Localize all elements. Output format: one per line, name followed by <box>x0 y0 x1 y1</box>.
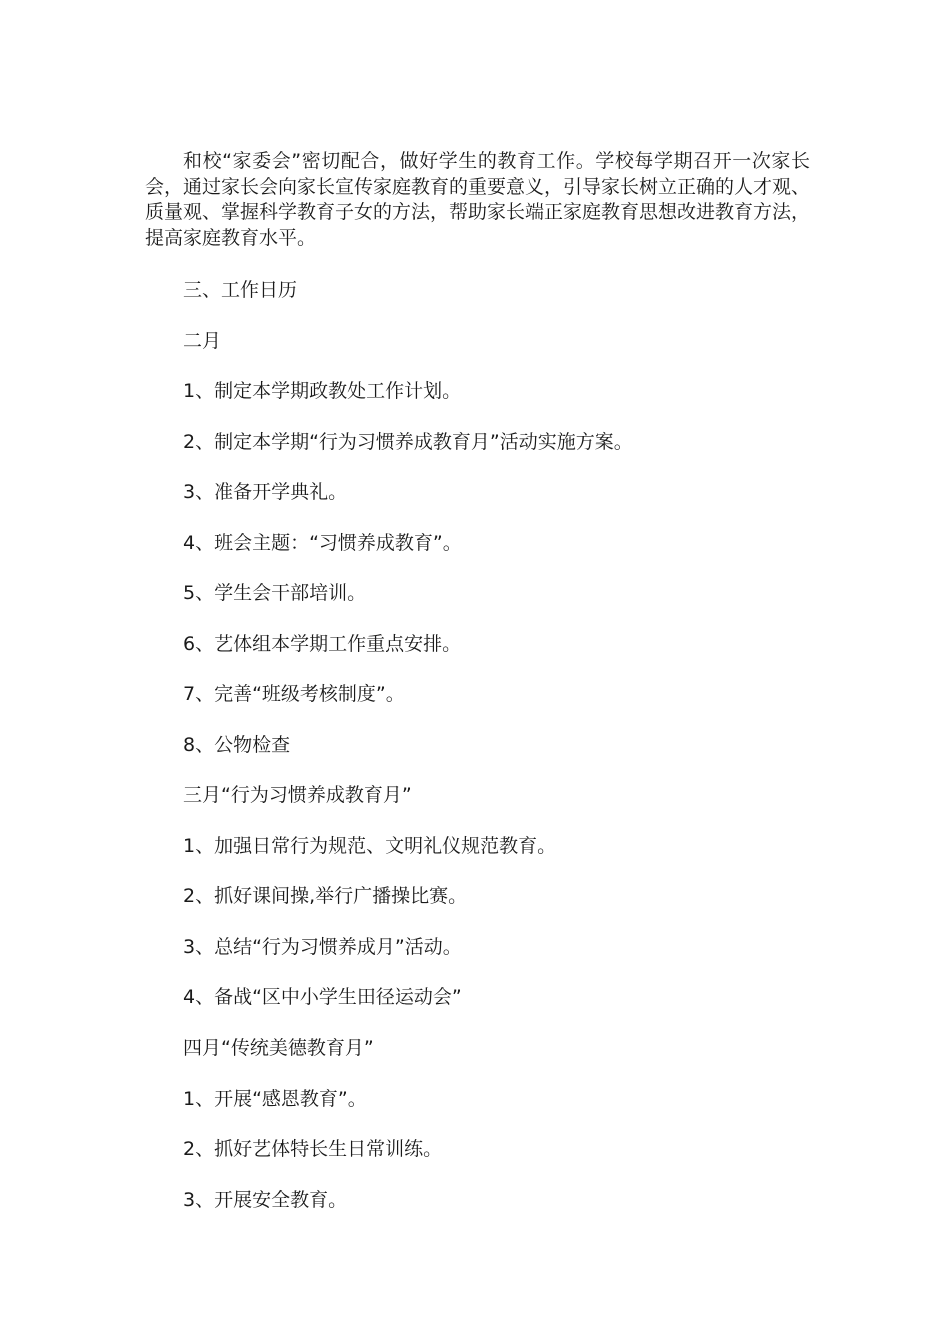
list-item: 4、班会主题：“习惯养成教育”。 <box>183 532 462 554</box>
month-heading-march: 三月“行为习惯养成教育月” <box>183 784 412 806</box>
intro-paragraph: 和校“家委会”密切配合，做好学生的教育工作。学校每学期召开一次家长会，通过家长会向家长宣传家庭教育的重要意义，引导家长树立正确的人才观、质量观、掌握科学教育子女的方法，帮助家长端正家庭教育思想改进教育方法，提高家庭教育水平。 <box>145 150 811 249</box>
list-item: 1、开展“感恩教育”。 <box>183 1088 367 1110</box>
list-item: 1、加强日常行为规范、文明礼仪规范教育。 <box>183 835 557 857</box>
list-item: 1、制定本学期政教处工作计划。 <box>183 380 462 402</box>
section-heading-work-calendar: 三、工作日历 <box>183 279 298 301</box>
list-item: 3、开展安全教育。 <box>183 1189 348 1211</box>
list-item: 6、艺体组本学期工作重点安排。 <box>183 633 462 655</box>
list-item: 5、学生会干部培训。 <box>183 582 367 604</box>
list-item: 7、完善“班级考核制度”。 <box>183 683 405 705</box>
list-item: 3、总结“行为习惯养成月”活动。 <box>183 936 462 958</box>
list-item: 3、准备开学典礼。 <box>183 481 348 503</box>
list-item: 8、公物检查 <box>183 734 291 756</box>
month-heading-february: 二月 <box>183 330 222 352</box>
list-item: 2、抓好课间操,举行广播操比赛。 <box>183 885 468 907</box>
month-heading-april: 四月“传统美德教育月” <box>183 1037 374 1059</box>
list-item: 2、制定本学期“行为习惯养成教育月”活动实施方案。 <box>183 431 633 453</box>
list-item: 4、备战“区中小学生田径运动会” <box>183 986 462 1008</box>
list-item: 2、抓好艺体特长生日常训练。 <box>183 1138 443 1160</box>
